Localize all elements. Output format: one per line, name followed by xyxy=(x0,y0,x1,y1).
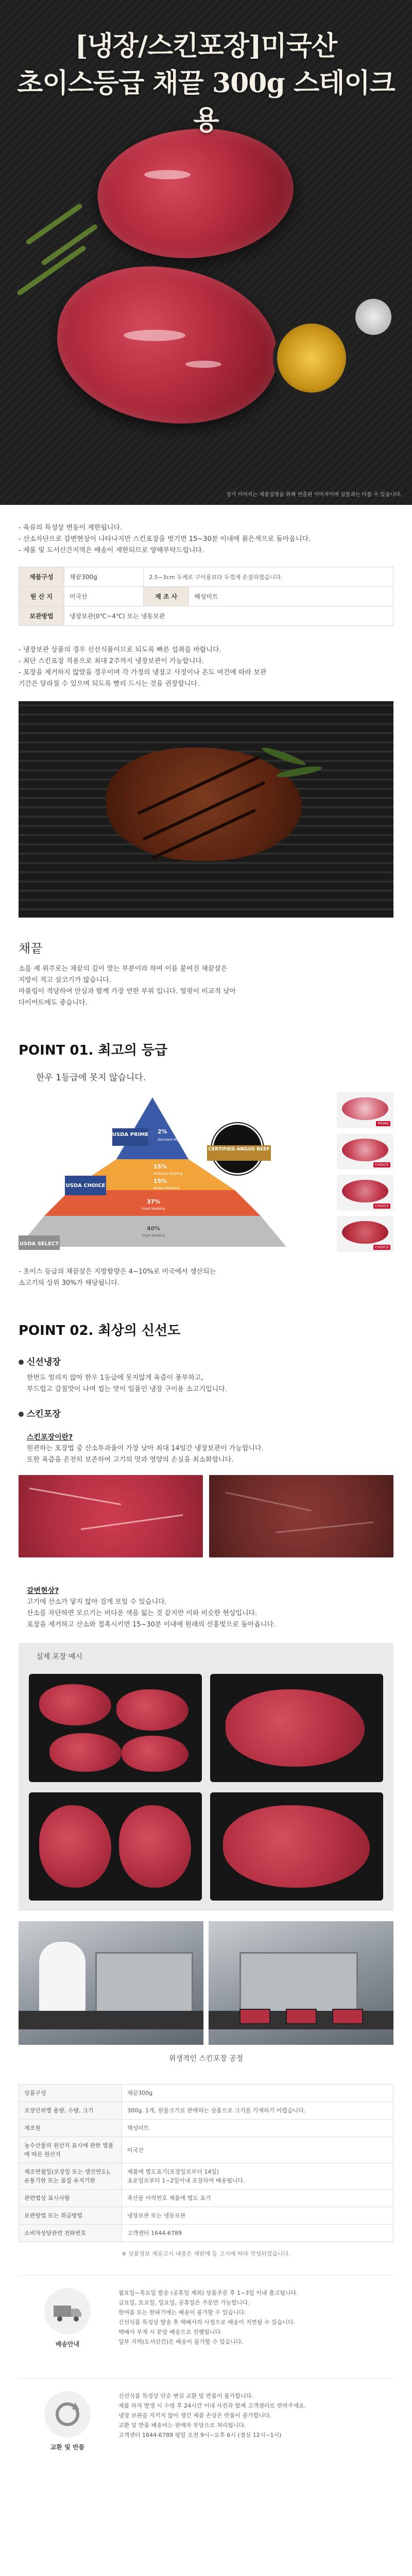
swatch-label: CHOICE xyxy=(373,1245,390,1250)
notice-key: 관련법상 표시사항 xyxy=(19,2190,122,2207)
marbling-swatch xyxy=(337,1092,393,1128)
point-01-section xyxy=(0,1019,412,1257)
usda-grade-chart xyxy=(19,1092,393,1257)
spec-value: 채끝300g xyxy=(64,567,144,587)
hero-title-line2: 초이스등급 채끝 300g 스테이크용 xyxy=(17,67,395,136)
browning-line: 고기에 산소가 닿지 않아 검게 보일 수 있습니다. xyxy=(27,1598,167,1606)
tier-desc-small: Small Marbling xyxy=(142,1207,165,1211)
info-bullet: - 육류의 특성상 변동이 제한됩니다. xyxy=(19,524,123,532)
marbling-swatches xyxy=(337,1092,393,1257)
notice-line: - 냉장보관 상품의 경우 신선식품이므로 되도록 빠른 섭취를 바랍니다. xyxy=(19,646,221,654)
cut-description xyxy=(0,918,412,1019)
table-row xyxy=(19,2137,393,2163)
exchange-line: 신선식품 특성상 단순 변심 교환 및 반품이 불가합니다. xyxy=(118,2393,253,2399)
fat-marbling xyxy=(144,170,191,179)
notice-line: - 최단 스킨포장 적용으로 최대 2주까지 냉장보관이 가능합니다. xyxy=(19,657,204,665)
spec-value: 해성미트 xyxy=(189,587,393,606)
spec-row xyxy=(19,606,393,626)
cut-line: 마블링이 적당하여 안심과 함께 가장 연한 부위 입니다. 얼핏이 비교적 낮아 xyxy=(19,988,236,995)
notice-value: 축산물 이력번호 제품에 별도 표기 xyxy=(122,2190,393,2207)
delivery-text xyxy=(118,2288,383,2348)
notice-value: 고객센터 1644-6789 xyxy=(122,2225,393,2242)
certified-angus-beef-seal xyxy=(208,1123,270,1175)
fat-marbling xyxy=(124,330,185,341)
exchange-line: 교환 및 반품 배송비는 판매자 부담으로 처리됩니다. xyxy=(118,2422,246,2429)
fat-marbling xyxy=(185,361,221,368)
notice-value: 해성미트 xyxy=(122,2120,393,2137)
tier-desc-prime: Abundant Marbling xyxy=(158,1138,187,1142)
olive-oil-bowl xyxy=(273,319,350,397)
browning-line: 산소를 차단하면 모르기는 비다운 색을 잃는 것 같지만 이와 비슷한 현상입니다. xyxy=(27,1609,258,1617)
choice-label: USDA CHOICE xyxy=(65,1183,106,1189)
refresh-icon xyxy=(44,2391,91,2437)
info-bullets xyxy=(19,522,393,556)
truck-icon xyxy=(44,2288,91,2334)
seal-band: CERTIFIED ANGUS BEEF xyxy=(207,1145,271,1161)
tier-value-prime: 2% xyxy=(158,1128,167,1135)
cut-line: 지방이 적고 살코기가 많습니다. xyxy=(19,976,111,984)
notice-key: 보관방법 또는 취급방법 xyxy=(19,2207,122,2225)
notice-value: 미국산 xyxy=(122,2137,393,2163)
delivery-icon-block xyxy=(29,2288,106,2348)
skin-title-text: 스킨포장 xyxy=(27,1409,61,1419)
hero-title-line1: [냉장/스킨포장]미국산 xyxy=(75,30,337,62)
cut-heading: 채끝 xyxy=(19,941,43,956)
tier-desc-modest: Modest Marbling xyxy=(153,1187,179,1190)
meat-comparison xyxy=(19,1475,393,1557)
fresh-title-text: 신선냉장 xyxy=(27,1357,61,1367)
package-tray xyxy=(210,1674,383,1782)
exchange-line: 냉장 보관을 지키지 않아 생긴 제품 손상은 반품이 불가합니다. xyxy=(118,2412,272,2419)
package-tray xyxy=(29,1792,202,1901)
spec-key: 제 조 사 xyxy=(144,587,189,606)
notice-line: 기간은 달라질 수 있으며 되도록 빨리 드시는 것을 권장합니다. xyxy=(19,680,200,688)
conveyor-belt xyxy=(19,2011,203,2029)
spec-row xyxy=(19,567,393,587)
package-tray xyxy=(210,1792,383,1901)
point-01-subheading: 한우 1등급에 못지 않습니다. xyxy=(36,1073,146,1083)
notice-value: 제품에 별도표기(포장일로부터 14일) 초운일로부터 1~2일이내 포장하여 배송됩니다. xyxy=(122,2163,393,2190)
grade-note-line: 소고기의 상위 30%가 해당됩니다. xyxy=(19,1279,120,1287)
delivery-line: 월요일~목요일 발송 (공휴일 제외) 상품주문 후 1~3일 이내 출고됩니다. xyxy=(118,2290,298,2296)
table-row xyxy=(19,2207,393,2225)
exchange-line: 고객센터 1644-6789 평일 오전 9시~오후 6시 (점심 12시~1시) xyxy=(118,2432,282,2438)
spec-key: 제품구성 xyxy=(19,567,64,587)
delivery-label: 배송안내 xyxy=(55,2341,80,2348)
storage-notice xyxy=(0,638,412,690)
exchange-icon-block xyxy=(29,2391,106,2451)
hero-caption: 상기 이미지는 제품설명을 위해 연출된 이미지이며 실물과는 다를 수 있습니다. xyxy=(226,492,402,498)
skin-line: 또한 육즙을 온전히 보존하여 고기의 맛과 영양의 손실을 최소화합니다. xyxy=(27,1456,234,1464)
prime-label: USDA PRIME xyxy=(112,1132,149,1138)
skin-title xyxy=(19,1406,393,1419)
swatch-label: CHOICE xyxy=(373,1162,390,1167)
factory-caption: 위생적인 스킨포장 공정 xyxy=(168,2055,244,2063)
table-row xyxy=(19,2225,393,2242)
spec-note: 2.5~3cm 두께로 구이용보다 두껍게 손질하였습니다. xyxy=(144,567,393,587)
grade-note-line: - 초이스 등급의 채끝살은 지방함량은 4~10%로 미국에서 생산되는 xyxy=(19,1268,216,1276)
spec-table xyxy=(19,567,393,626)
table-row xyxy=(19,2102,393,2120)
tier-value-moderate: 15% xyxy=(153,1163,167,1170)
factory-photo xyxy=(19,1921,203,2045)
notice-line: - 포장을 제거하지 않았을 경우이며 각 가정의 냉장고 사정이나 온도 여건에 따라 보관 xyxy=(19,669,267,676)
fresh-meat-photo xyxy=(19,1475,203,1557)
spec-key: 원 산 지 xyxy=(19,587,64,606)
select-label: USDA SELECT xyxy=(19,1241,59,1247)
factory-photo xyxy=(209,1921,393,2045)
hero-title xyxy=(16,28,396,139)
grade-note xyxy=(0,1257,412,1289)
hero-banner xyxy=(0,0,412,505)
notice-table-footnote: ※ 상품정보 제공고시 내용은 재판매 등 고시에 따라 작성되었습니다. xyxy=(122,2250,290,2257)
delivery-line: 택배사 부재 시 문앞 배송으로 진행됩니다. xyxy=(118,2329,222,2335)
notice-key: 소비자상담관련 전화번호 xyxy=(19,2225,122,2242)
packed-meat xyxy=(286,2009,317,2024)
product-notice-table xyxy=(19,2084,393,2242)
notice-key: 제조연월일(포장일 또는 생산연도), 유통기한 또는 품질 유지기한 xyxy=(19,2163,122,2190)
notice-key: 농수산물의 원산지 표시에 관한 법률에 따른 원산지 xyxy=(19,2137,122,2163)
packaging-process-photos xyxy=(19,1921,393,2045)
marbling-swatch xyxy=(337,1133,393,1170)
bullet-dot-icon xyxy=(19,1360,24,1365)
tier-value-small: 37% xyxy=(146,1198,161,1205)
tier-desc-slight: Slight Marbling xyxy=(142,1234,165,1238)
point-01-heading: POINT 01. 최고의 등급 xyxy=(19,1043,168,1058)
notice-value: 냉장보관 또는 냉동보관 xyxy=(122,2207,393,2225)
table-row xyxy=(19,2163,393,2190)
grade-pyramid-chart xyxy=(19,1092,328,1257)
point-02-section xyxy=(0,1289,412,1339)
salt-bowl xyxy=(355,299,391,335)
packed-meat xyxy=(239,2009,270,2024)
notice-value: 300g, 1개, 원물크기로 판매하는 상품으로 크기를 기재하기 어렵습니다. xyxy=(122,2102,393,2120)
spec-key: 보관방법 xyxy=(19,606,64,626)
tier-desc-moderate: Moderate Marbling xyxy=(153,1172,183,1176)
spec-value: 냉장보관(0℃~4℃) 또는 냉동보관 xyxy=(64,606,393,626)
notice-key: 포장단위별 용량, 수량, 크기 xyxy=(19,2102,122,2120)
tier-value-modest: 15% xyxy=(153,1178,167,1184)
skin-question: 스킨포장이란? xyxy=(27,1433,73,1442)
table-row xyxy=(19,2190,393,2207)
marbling-swatch xyxy=(337,1175,393,1211)
cut-line: 다이어트에도 좋습니다. xyxy=(19,999,88,1007)
notice-key: 상품구성 xyxy=(19,2084,122,2102)
exchange-line: 제품 하자 발생 시 수령 후 24시간 이내 사진과 함께 고객센터로 연락주세요. xyxy=(118,2402,306,2409)
packaging-example-photo xyxy=(19,1643,393,1911)
notice-value: 채끝300g xyxy=(122,2084,393,2102)
exchange-text xyxy=(118,2391,383,2451)
marbling-swatch xyxy=(337,1216,393,1252)
delivery-line: 한여름 또는 한파기에는 배송이 불가할 수 있습니다. xyxy=(118,2309,246,2316)
delivery-policy xyxy=(19,2275,393,2361)
info-bullet: - 제품 및 도서산간지역은 배송이 제한되므로 양해부탁드립니다. xyxy=(19,547,204,554)
browning-question: 갈변현상? xyxy=(27,1587,59,1595)
table-row xyxy=(19,2120,393,2137)
fresh-title xyxy=(19,1354,393,1367)
browning-line: 포장을 제거하고 산소와 접촉시키면 15~30분 이내에 원래의 선홍빛으로 돌아옵니다. xyxy=(27,1621,276,1629)
grilled-steak-photo xyxy=(19,701,393,918)
exchange-policy xyxy=(19,2378,393,2464)
spec-value: 미국산 xyxy=(64,587,144,606)
bullet-dot-icon xyxy=(19,1412,24,1417)
skin-line: 원관하는 포장법 중 산소투과율이 가장 낮아 최대 14일간 냉장보관이 가능합니다. xyxy=(27,1445,264,1452)
fresh-chilled-block xyxy=(0,1339,412,1466)
swatch-label: PRIME xyxy=(376,1121,390,1126)
fresh-line: 부드럽고 감칠맛이 나며 씹는 맛이 일품인 냉장 구이용 소고기입니다. xyxy=(27,1385,227,1393)
cut-line: 소를 제 위주로는 채끝의 깊이 맞는 부분이라 하여 이름 붙여진 채끝살은 xyxy=(19,965,228,973)
packaging-caption: 실제 포장 예시 xyxy=(36,1653,83,1661)
delivery-line: 일부 지역(도서산간)은 배송이 불가할 수 있습니다. xyxy=(118,2338,244,2345)
delivery-line: 신선식품 특성상 발송 후 택배사의 사정으로 배송이 지연될 수 있습니다. xyxy=(118,2319,296,2326)
delivery-line: 금요일, 토요일, 일요일, 공휴일은 주문만 가능합니다. xyxy=(118,2299,250,2306)
tier-value-slight: 40% xyxy=(146,1225,161,1232)
product-info xyxy=(0,505,412,638)
info-bullet: - 산소차단으로 갈변현상이 나타나지만 스킨포장을 벗기면 15~30분 이내에 붉은색으로 돌아옵니다. xyxy=(19,535,311,543)
package-tray xyxy=(29,1674,202,1782)
browning-block xyxy=(0,1557,412,1631)
fresh-line: 한번도 얼리지 않아 한우 1등급에 못지않게 육즙이 풍부하고, xyxy=(27,1374,203,1382)
exchange-label: 교환 및 반품 xyxy=(50,2444,85,2451)
table-row xyxy=(19,2084,393,2102)
browned-meat-photo xyxy=(209,1475,393,1557)
notice-key: 제조원 xyxy=(19,2120,122,2137)
swatch-label: CHOICE xyxy=(373,1204,390,1209)
packed-meat xyxy=(332,2009,363,2024)
spec-row xyxy=(19,587,393,606)
point-02-heading: POINT 02. 최상의 신선도 xyxy=(19,1323,181,1338)
